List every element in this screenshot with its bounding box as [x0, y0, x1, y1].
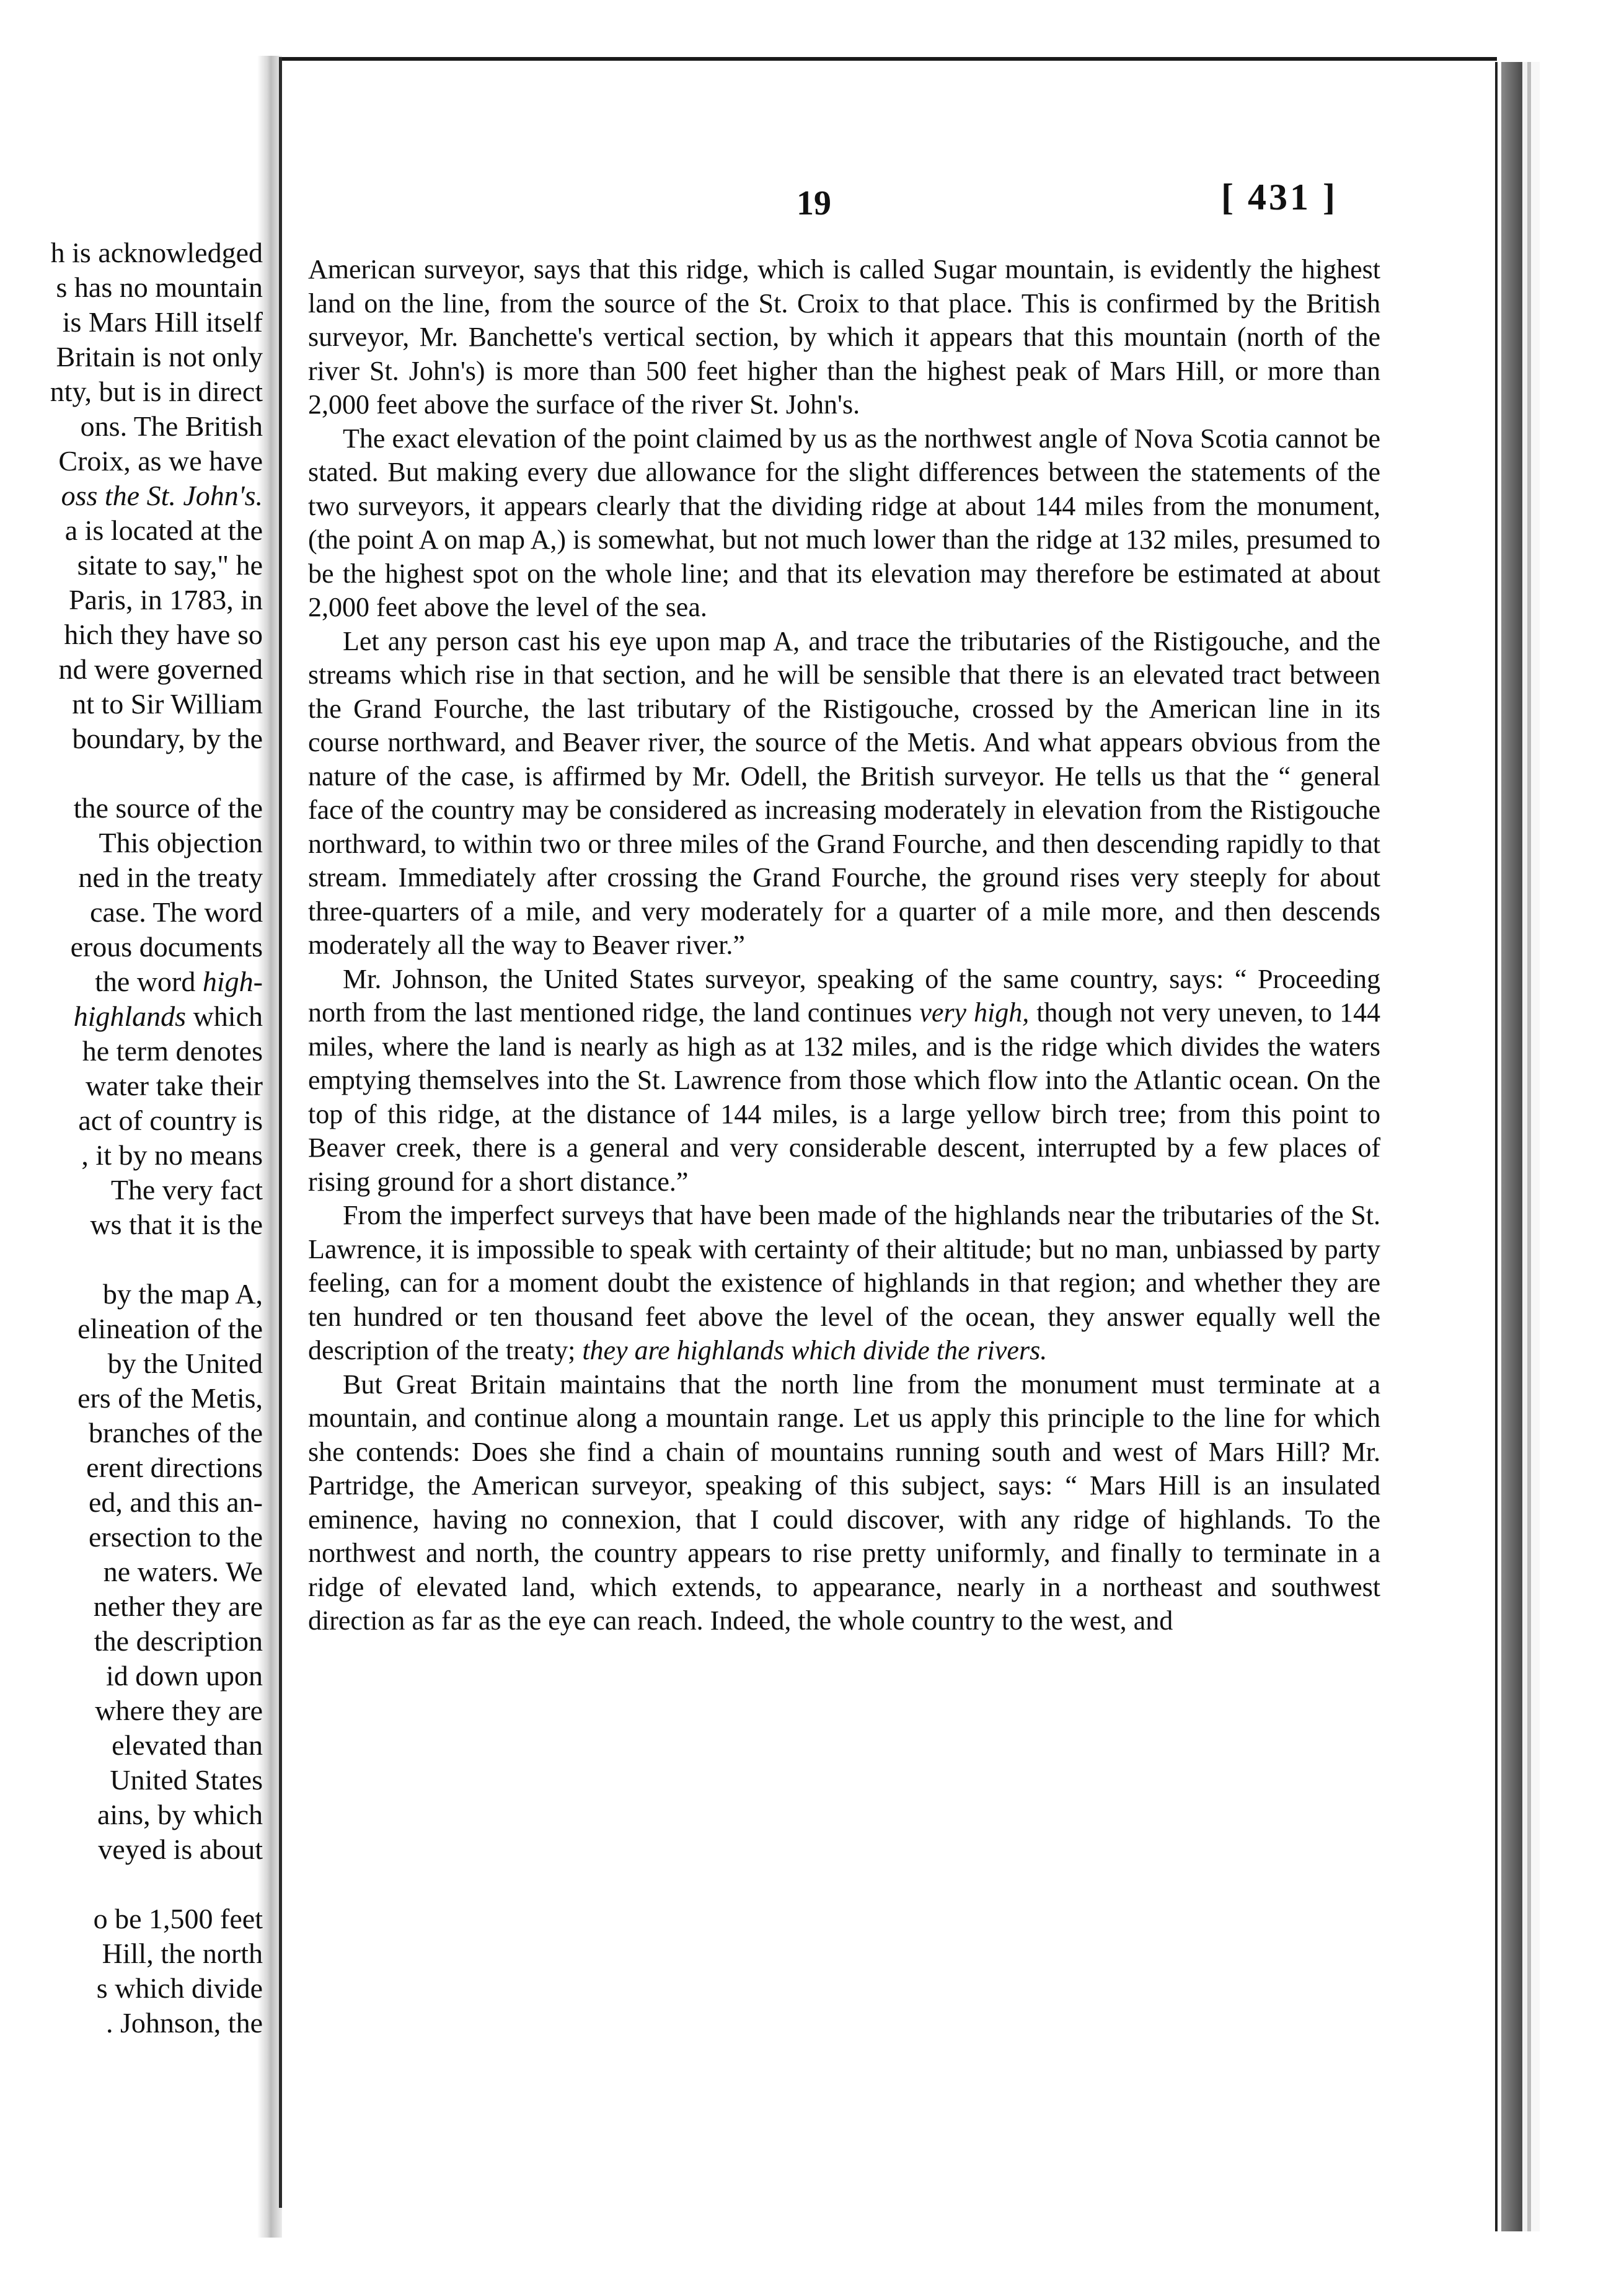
left-page-line: . Johnson, the: [106, 2007, 263, 2039]
left-page-line: nether they are: [93, 1590, 263, 1622]
left-page-line: elevated than: [112, 1729, 263, 1761]
body-text: [308, 253, 1380, 1638]
paragraph: The exact elevation of the point claimed by us as the northwest angle of Nova Scotia cannot be stated. But making every due allowance for the slight differences between the statements of the two surveyors, it appears clearly that the dividing ridge at about 144 miles from the monument, (the point A on map A,) is somewhat, but not much lower than the ridge at 132 miles, presumed to be the highest spot on the whole line; and that its elevation may therefore be estimated at about 2,000 feet above the level of the sea.: [308, 423, 1380, 622]
paragraph: Let any person cast his eye upon map A, and trace the tributaries of the Ristigouche, and the streams which rise in that section, and he will be sensible that there is an elevated tract between the Grand Fourche, the last tributary of the Ristigouche, crossed by the American line in its course northward, and Beaver river, the source of the Metis. And what appears obvious from the nature of the case, is affirmed by Mr. Odell, the British surveyor. He tells us that the “ general face of the country may be considered as increasing moderately in elevation from the Ristigouche northward, to within two or three miles of the Grand Fourche, and then descending rapidly to that stream. Immediately after crossing the Grand Fourche, the ground rises very steeply for about three-quarters of a mile, and very moderately for a quarter of a mile more, and then descends moderately all the way to Beaver river.”: [308, 625, 1380, 960]
left-page-line: Paris, in 1783, in: [68, 584, 263, 615]
paragraph: [308, 963, 1380, 1199]
page-stack-edge: [1495, 62, 1588, 2231]
left-page-line: by the map A,: [102, 1278, 263, 1310]
left-page-line: erent directions: [86, 1452, 263, 1483]
left-page-line: hich they have so: [64, 619, 263, 650]
page-number: 19: [797, 184, 831, 223]
left-page-line: elineation of the: [77, 1313, 263, 1344]
left-page-line: ons. The British: [80, 410, 263, 442]
left-page-line: ed, and this an-: [88, 1486, 263, 1518]
left-page-line: o be 1,500 feet: [93, 1903, 263, 1934]
bracketed-page-number: [ 431 ]: [1221, 177, 1338, 218]
left-page-line: boundary, by the: [72, 723, 263, 754]
left-page-line: United States: [110, 1764, 263, 1796]
left-page-line: by the United: [107, 1348, 263, 1379]
left-page-line: s has no mountain: [56, 271, 263, 303]
left-page-line: ers of the Metis,: [77, 1382, 263, 1414]
left-page-line: oss the St. John's.: [61, 480, 263, 511]
left-page-line: water take their: [85, 1070, 263, 1101]
left-page-line: veyed is about: [98, 1833, 263, 1865]
left-page-line: Hill, the north: [102, 1938, 263, 1969]
left-page-line: ws that it is the: [90, 1209, 263, 1240]
left-page-line: highlands which: [73, 1000, 263, 1032]
left-page-line: This objection: [99, 827, 263, 858]
left-page-line: is Mars Hill itself: [62, 306, 263, 338]
left-page-line: ned in the treaty: [78, 862, 263, 893]
left-page-line: Croix, as we have: [58, 445, 263, 477]
left-page-line: nty, but is in direct: [50, 376, 263, 407]
paragraph: But Great Britain maintains that the north line from the monument must terminate at a mountain, and continue along a mountain range. Let us apply this principle to the line for which she contends: Does she find a chain of mountains running south and west of Mars Hill? Mr. Partridge, the American surveyor, speaking of this subject, says: “ Mars Hill is an insulated eminence, having no connexion, that I could discover, with any ridge of highlands. To the northwest and north, the country appears to rise pretty uniformly, and finally to terminate in a ridge of elevated land, which extends, to appearance, nearly in a northeast and southwest direction as far as the eye can reach. Indeed, the whole country to the west, and: [308, 1369, 1380, 1636]
left-page-line: branches of the: [89, 1417, 263, 1449]
left-page-line: act of country is: [78, 1105, 263, 1136]
left-page-line: a is located at the: [64, 514, 263, 546]
left-page-line: he term denotes: [82, 1035, 263, 1067]
left-page-line: the word high-: [95, 966, 263, 997]
left-page-line: nd were governed: [58, 653, 263, 685]
left-page-line: case. The word: [90, 896, 263, 928]
paragraph-text: From the imperfect surveys that have been made of the highlands near the tributaries of the St. Lawrence, it is impossible to speak with certainty of their altitude; but no man, unbiassed by party feeling, can for a moment doubt the existence of highlands in that region; and whether they are ten hundred or ten thousand feet above the level of the ocean, they answer equally well the description of the treaty;: [308, 1200, 1380, 1365]
document-page: [282, 61, 1494, 2205]
left-page-line: , it by no means: [81, 1139, 263, 1171]
left-page-line: ne waters. We: [103, 1556, 263, 1587]
left-page-line: ains, by which: [97, 1799, 263, 1830]
paragraph-text: Mr. Johnson, the United States surveyor, speaking of the same country, says: “ Proceeding north from the last mentioned ridge, the land continues: [308, 963, 1380, 1028]
left-page-line: ersection to the: [88, 1521, 263, 1553]
left-page-line: s which divide: [96, 1972, 263, 2004]
left-page-fragment: [0, 236, 285, 2219]
left-page-line: The very fact: [110, 1174, 263, 1206]
paragraph: American surveyor, says that this ridge, which is called Sugar mountain, is evidently the highest land on the line, from the source of the St. Croix to that place. This is confirmed by the British surveyor, Mr. Banchette's vertical section, by which it appears that this mountain (north of the river St. John's) is more than 500 feet higher than the highest peak of Mars Hill, or more than 2,000 feet above the surface of the river St. John's.: [308, 254, 1380, 420]
left-page-line: where they are: [95, 1695, 263, 1726]
paragraph: [308, 1199, 1380, 1368]
left-page-line: the description: [94, 1625, 263, 1657]
left-page-line: the source of the: [73, 792, 263, 824]
left-page-line: erous documents: [70, 931, 263, 963]
left-page-line: Britain is not only: [56, 341, 263, 373]
left-page-line: sitate to say," he: [77, 549, 263, 581]
italic-emphasis: they are highlands which divide the rivers.: [582, 1335, 1048, 1365]
paragraph-text: though not very uneven, to 144 miles, where the land is nearly as high as at 132 miles, and is the ridge which divides the waters emptying themselves into the St. Lawrence from those which flow into the Atlantic ocean. On the top of this ridge, at the distance of 144 miles, is a large yellow birch tree; from this point to Beaver creek, there is a general and very considerable descent, interrupted by a few places of rising ground for a short distance.”: [308, 997, 1380, 1197]
left-page-line: nt to Sir William: [72, 688, 263, 720]
left-page-line: id down upon: [106, 1660, 263, 1692]
left-page-line: h is acknowledged: [50, 237, 263, 268]
italic-emphasis: very high,: [919, 997, 1030, 1028]
